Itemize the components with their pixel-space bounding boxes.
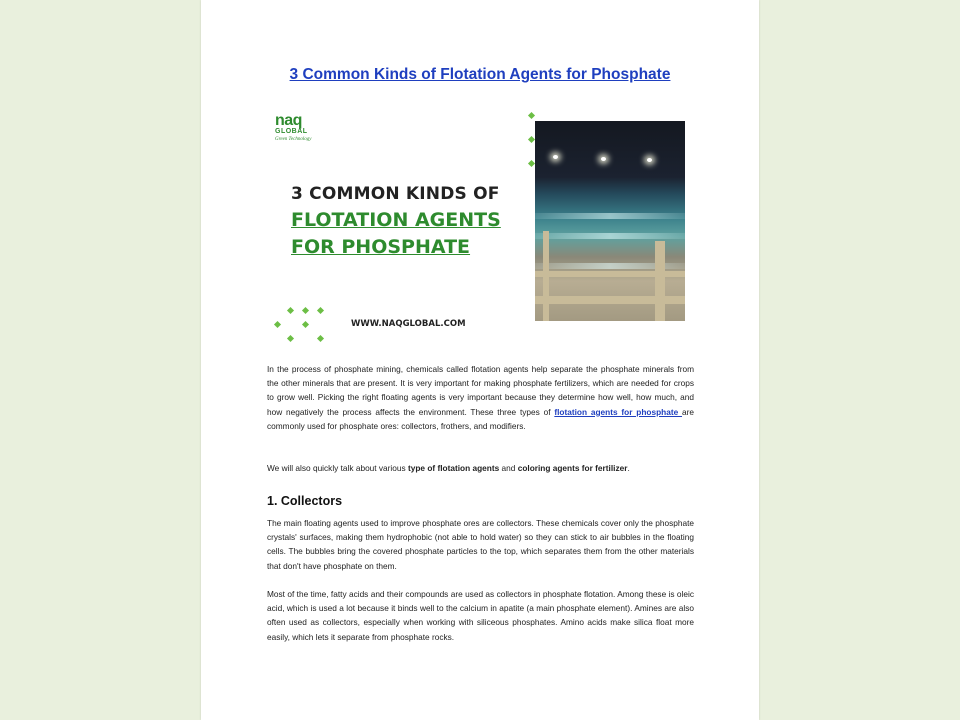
water-foam bbox=[535, 213, 685, 219]
collectors-paragraph-2: Most of the time, fatty acids and their compounds are used as collectors in phosphate flotation. Among these is oleic acid, which is used a lot because it binds well to the calcium in apatite (a main phosphate element). Amines are also often used as collectors, especially when working with siliceous phosphates. Amino acids make silica float more easily, which lets it separate from phosphate rocks. bbox=[267, 589, 694, 642]
banner-headline-line1: 3 COMMON KINDS OF bbox=[291, 184, 500, 204]
tank-frame bbox=[543, 231, 549, 321]
banner-headline-line3: FOR PHOSPHATE bbox=[291, 236, 471, 258]
also-bold-1: type of flotation agents bbox=[407, 463, 500, 473]
decorative-diamond-icon bbox=[287, 307, 294, 314]
collectors-paragraph-1: The main floating agents used to improve phosphate ores are collectors. These chemicals cover only the phosphate crystals' surfaces, making them hydrophobic (not able to hold water) so they can stick to air bubbles in the floating cells. The bubbles bring the covered phosphate particles to the top, which separates them from the other materials that don't have phosphate on them. bbox=[267, 518, 694, 571]
also-paragraph bbox=[267, 461, 694, 475]
logo-sub-text: GLOBAL bbox=[275, 128, 308, 135]
banner-headline-line2: FLOTATION AGENTS bbox=[291, 209, 501, 231]
logo-tagline: Green Technology bbox=[275, 137, 312, 142]
lamp-light bbox=[553, 155, 558, 159]
decorative-diamond-icon bbox=[302, 321, 309, 328]
water-foam bbox=[535, 233, 685, 239]
decorative-diamond-icon bbox=[528, 136, 535, 143]
decorative-diamond-icon bbox=[528, 112, 535, 119]
flotation-plant-photo bbox=[535, 121, 685, 321]
decorative-diamond-icon bbox=[317, 335, 324, 342]
intro-text-part2: are commonly used for phosphate ores: collectors, frothers, and modifiers. bbox=[267, 406, 694, 431]
decorative-diamond-icon bbox=[317, 307, 324, 314]
logo-main-text: naq bbox=[275, 112, 302, 129]
lamp-light bbox=[601, 157, 606, 161]
decorative-diamond-icon bbox=[274, 321, 281, 328]
also-text-part2: and bbox=[499, 463, 518, 473]
decorative-diamond-icon bbox=[302, 307, 309, 314]
also-text-part1: We will also quickly talk about various bbox=[267, 463, 408, 473]
intro-text-part1: In the process of phosphate mining, chemicals called flotation agents help separate the phosphate minerals from the other minerals that are present. It is very important for making phosphate fertilizers, which are needed for crops to grow well. Picking the right floating agents is very important because they determine how well, how much, and how negatively the process affects the environment. These three types of bbox=[267, 364, 694, 417]
decorative-diamond-icon bbox=[287, 335, 294, 342]
lamp-light bbox=[647, 158, 652, 162]
article-banner-image bbox=[267, 107, 694, 347]
banner-website-text: WWW.NAQGLOBAL.COM bbox=[351, 319, 466, 329]
document-page bbox=[201, 0, 759, 720]
naq-global-logo bbox=[275, 114, 327, 158]
intro-paragraph bbox=[267, 362, 694, 433]
also-bold-2: coloring agents for fertilizer bbox=[517, 463, 628, 473]
document-title-link[interactable]: 3 Common Kinds of Flotation Agents for Phosphate bbox=[289, 66, 671, 83]
flotation-agents-link[interactable]: flotation agents for phosphate bbox=[554, 406, 682, 417]
also-text-part3: . bbox=[627, 463, 630, 473]
decorative-diamond-icon bbox=[528, 160, 535, 167]
section-heading-collectors: 1. Collectors bbox=[267, 494, 343, 508]
tank-frame bbox=[655, 241, 665, 321]
